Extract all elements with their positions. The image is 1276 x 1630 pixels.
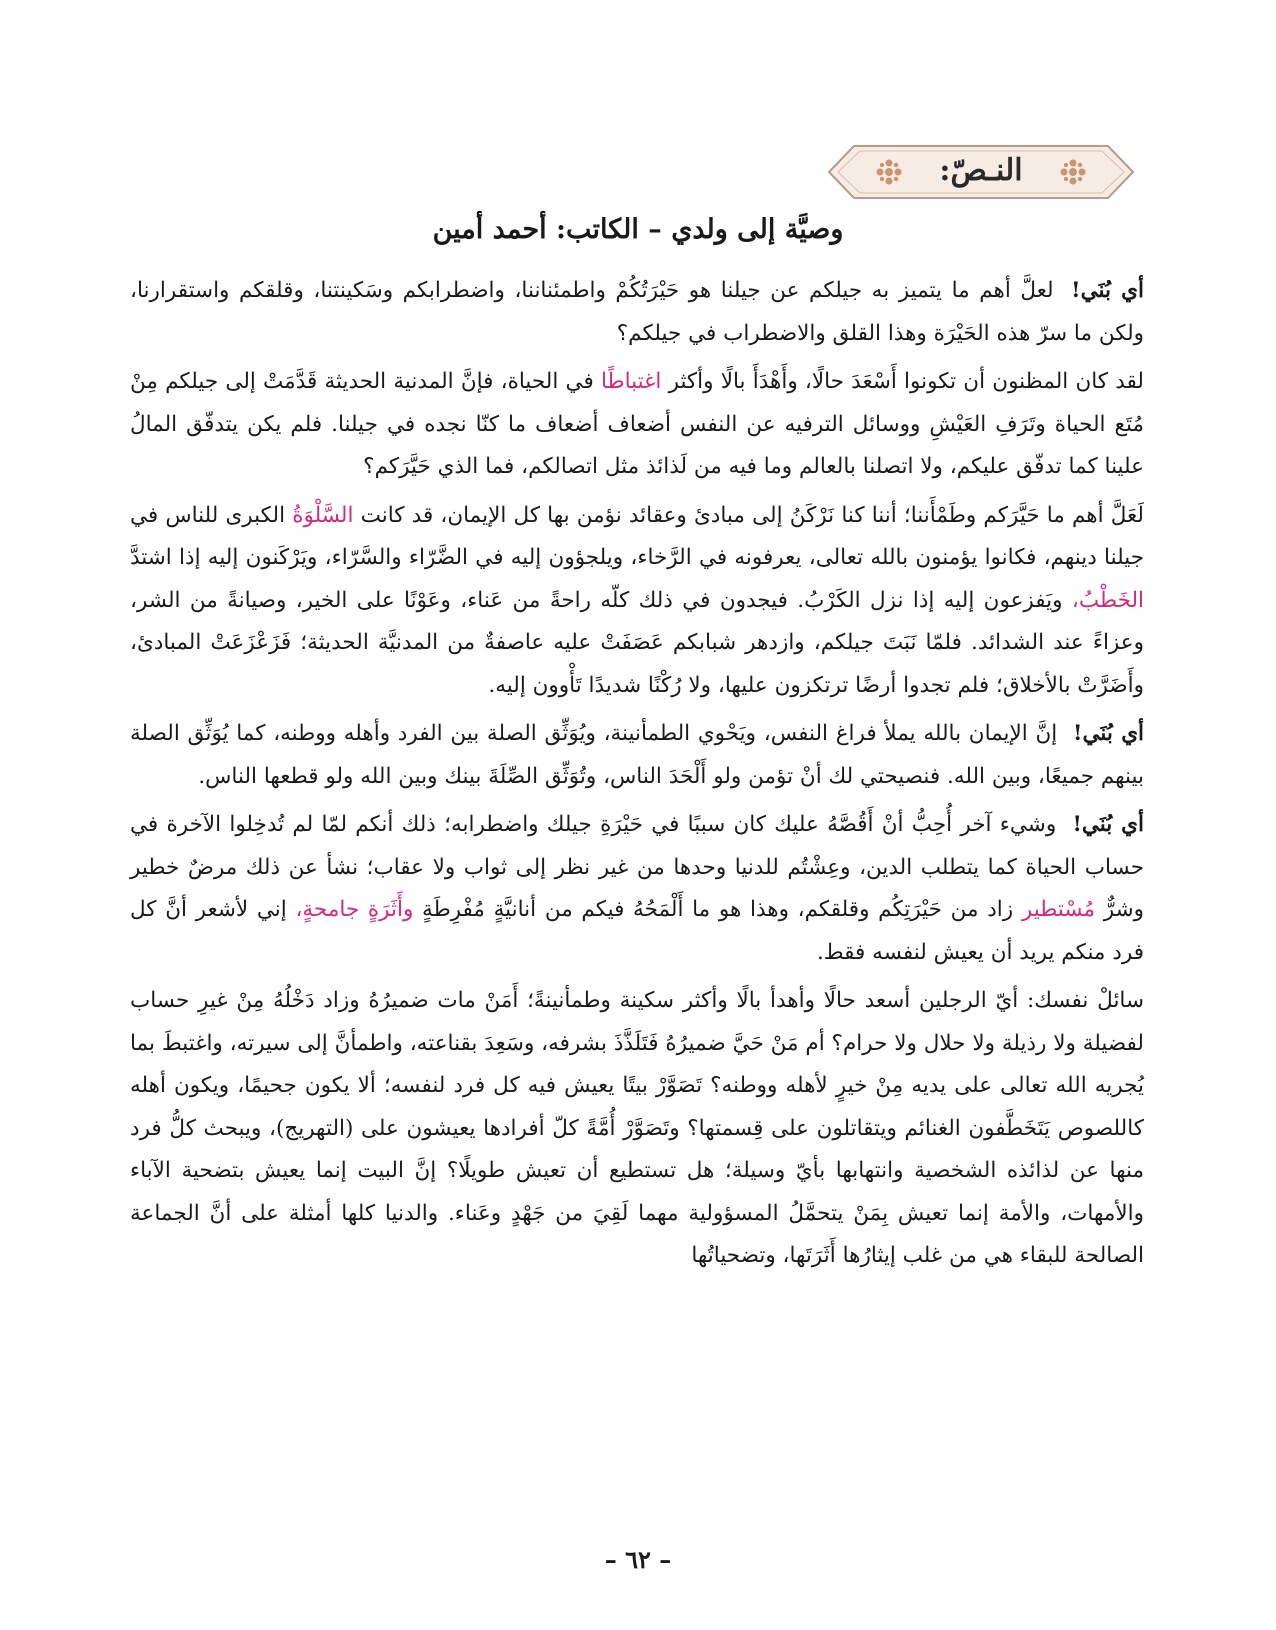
- paragraph-text: لَعَلَّ أهم ما حَيَّرَكم وطَمْأَننا؛ أننا كنا نَرْكَنُ إلى مبادئ وعقائد نؤمن بها كل الإيمان، قد كانت: [360, 502, 1144, 528]
- article-body: [130, 270, 1144, 1284]
- section-banner: [826, 143, 1136, 201]
- paragraph: [130, 270, 1144, 355]
- page-title: وصيَّة إلى ولدي – الكاتب: أحمد أمين: [432, 214, 844, 245]
- paragraph: [130, 361, 1144, 489]
- highlighted-word: وأَثَرَةٍ جامحةٍ،: [295, 897, 414, 922]
- highlighted-word: مُسْتطير: [1021, 897, 1096, 922]
- paragraph-text: لعلَّ أهم ما يتميز به جيلكم عن جيلنا هو حَيْرَتُكُمْ واطمئناننا، واضطرابكم وسَكينتنا، وقلقكم واستقرارنا، ولكن ما سرّ هذه الحَيْرَة وهذا القلق والاضطراب في جيلكم؟: [130, 278, 1144, 346]
- highlighted-word: الخَطْبُ،: [1071, 587, 1144, 613]
- paragraph-lead: أي بُنَي!: [1072, 812, 1144, 837]
- paragraph: [130, 980, 1144, 1278]
- paragraph-text: إنَّ الإيمان بالله يملأ فراغ النفس، ويَحْوي الطمأنينة، ويُوَثِّق الصلة بين الفرد وأهله ووطنه، كما يُوَثِّق الصلة بينهم جميعًا، وبين الله. فنصيحتي لك أنْ تؤمن ولو أَلْحَدَ الناس، وتُوَثِّق الصِّلَةَ بينك وبين الله ولو قطعها الناس.: [130, 721, 1144, 789]
- paragraph: [130, 495, 1144, 708]
- highlighted-word: اغتباطًا: [600, 369, 662, 394]
- paragraph-lead: أي بُنَي!: [1071, 278, 1144, 303]
- page-number: – ٦٢ –: [604, 1545, 672, 1574]
- paragraph-text: ويَفزعون إليه إذا نزل الكَرْبُ. فيجدون في ذلك كلّه راحةً من عَناء، وعَوْنًا على الخير، وصيانةً من الشر، وعزاءً عند الشدائد. فلمّا نَبَتَ جيلكم، وازدهر شبابكم عَصَفَتْ عليه عاصفةٌ من المدنيَّة الحديثة؛ فَزَعْزَعَتْ المبادئ، وأَضَرَّتْ بالأخلاق؛ فلم تجدوا أرضًا ترتكزون عليها، ولا رُكْنًا شديدًا تَأْوون إليه.: [130, 587, 1144, 698]
- paragraph-text: الكبرى للناس في جيلنا دينهم، فكانوا يؤمنون بالله تعالى، يعرفونه في الرَّخاء، ويلجؤون إليه في الضَّرّاء والسَّرّاء، ويَرْكَنون إليه إذا اشتدَّ: [130, 502, 1144, 570]
- paragraph: [130, 713, 1144, 798]
- paragraph-text: وشيء آخر أُحِبُّ أنْ أَقُصَّهُ عليك كان سببًا في حَيْرَةِ جيلك واضطرابه؛ ذلك أنكم لمّا لم تُدخِلوا الآخرة في حساب الحياة كما يتطلب الدين، وعِشْتُم للدنيا وحدها من غير نظر إلى ثواب ولا عقاب؛ نشأ عن ذلك مرضٌ خطير وشرٌّ: [130, 812, 1145, 922]
- highlighted-word: السَّلْوَةُ: [292, 502, 354, 528]
- paragraph-lead: أي بُنَي!: [1073, 721, 1145, 746]
- paragraph-text: لقد كان المظنون أن تكونوا أَسْعَدَ حالًا، وأَهْدَأَ بالًا وأكثر: [668, 369, 1144, 394]
- paragraph: [130, 804, 1144, 974]
- paragraph-text: في الحياة، فإنَّ المدنية الحديثة قَدَّمَتْ إلى جيلكم مِنْ مُتَع الحياة وتَرَفِ العَيْشِ ووسائل الترفيه عن النفس أضعاف أضعاف ما كنّا نجده في جيلنا. فلم يكن يتدفّق المالُ علينا كما تدفّق عليكم، ولا اتصلنا بالعالم وما فيه من لَذائذ مثل اتصالكم، فما الذي حَيَّرَكم؟: [130, 369, 1144, 479]
- paragraph-text: زاد من حَيْرَتِكُم وقلقكم، وهذا هو ما أَلْمَحُهُ فيكم من أنانيَّةٍ مُفْرِطَةٍ: [422, 897, 1014, 922]
- paragraph-text: إني لأشعر أنَّ كل فرد منكم يريد أن يعيش لنفسه فقط.: [130, 897, 1144, 965]
- banner-title: النـصّ:: [939, 153, 1023, 188]
- paragraph-text: سائلْ نفسك: أيّ الرجلين أسعد حالًا وأهدأ بالًا وأكثر سكينة وطمأنينةً؛ أَمَنْ مات ضميرُهُ وزاد دَخْلُهُ مِنْ غيرِ حساب لفضيلة ولا رذيلة ولا حلال ولا حرام؟ أم مَنْ حَيَّ ضميرُهُ فَتَلَذَّذَ بشرفه، وسَعِدَ بقناعته، واطمأنَّ إلى سيرته، واغتبطَ بما يُجريه الله تعالى على يديه مِنْ خيرٍ لأهله ووطنه؟ تَصَوَّرْ بيتًا يعيش فيه كل فرد لنفسه؛ ألا يكون جحيمًا، ويكون أهله كاللصوص يَتَخَطَّفون الغنائم ويتقاتلون على قِسمتها؟ وتَصَوَّرْ أُمَّةً كلّ أفرادها يعيشون على (التهريج)، ويبحث كلُّ فرد منها عن لذائذه الشخصية وانتهابها بأيّ وسيلة؛ هل تستطيع أن تعيش طويلًا؟ إنَّ البيت إنما يعيش بتضحية الآباء والأمهات، والأمة إنما تعيش بِمَنْ يتحمَّلُ المسؤولية مهما لَقِيَ من جَهْدٍ وعَناء. والدنيا كلها أمثلة على أنَّ الجماعة الصالحة للبقاء هي من غلب إيثارُها أَثَرَتَها، وتضحياتُها: [130, 988, 1144, 1268]
